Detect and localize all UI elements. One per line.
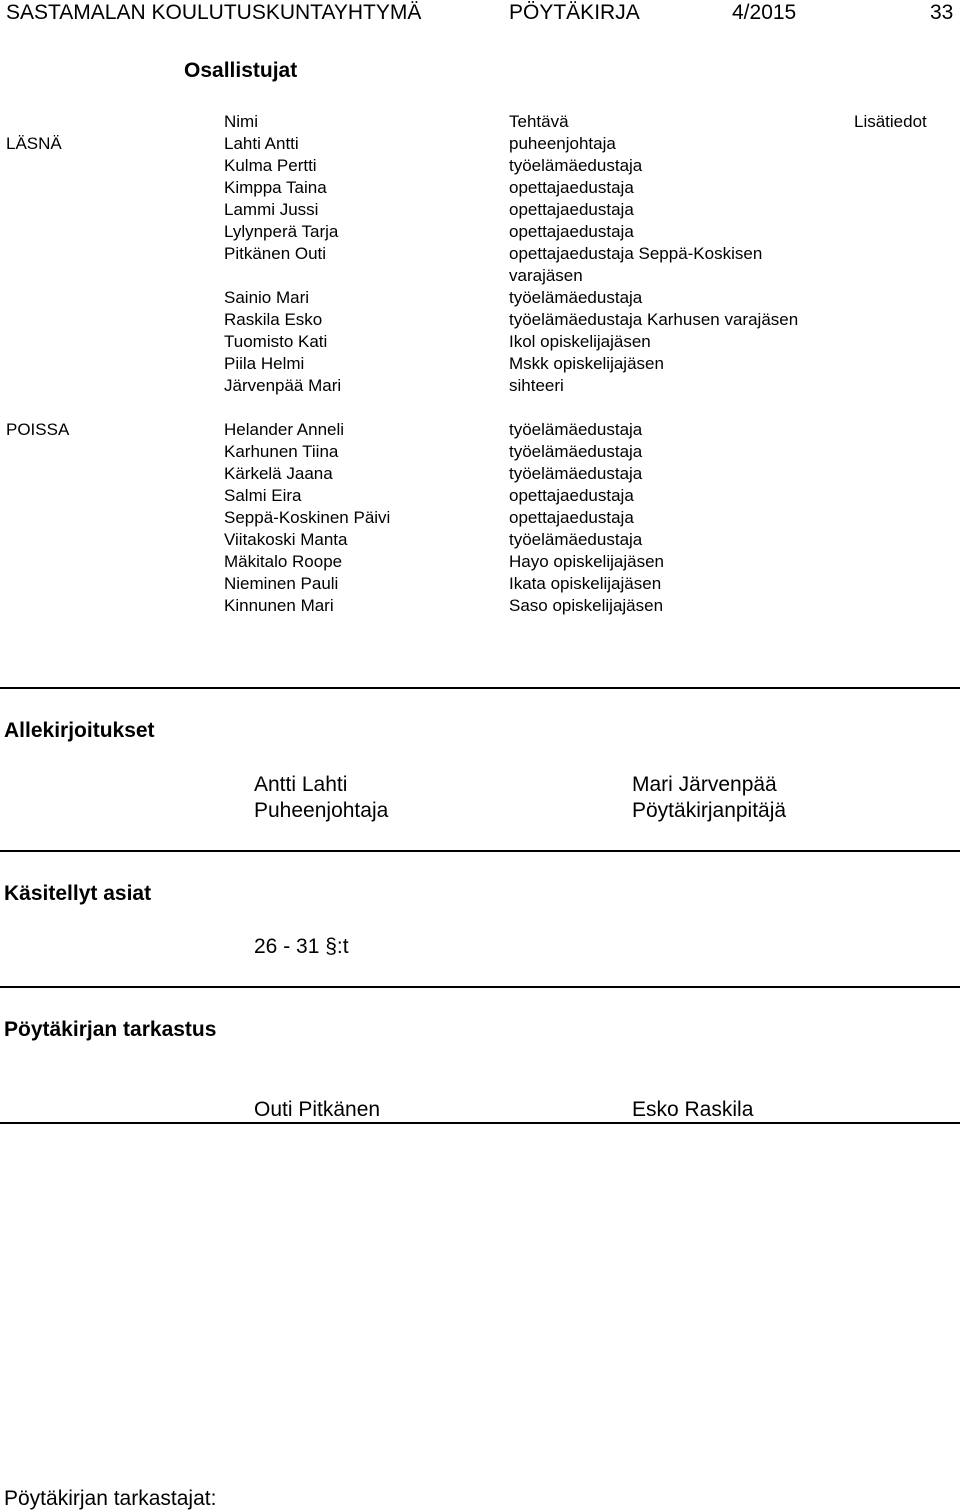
participant-name: Raskila Esko	[224, 310, 323, 329]
participant-row	[0, 463, 960, 485]
participant-row	[0, 133, 960, 155]
participant-row-continuation	[0, 265, 960, 287]
participant-role: Mskk opiskelijajäsen	[509, 354, 664, 373]
participant-role: työelämäedustaja	[509, 464, 643, 483]
participant-name: Kinnunen Mari	[224, 596, 334, 615]
participant-name: Salmi Eira	[224, 486, 302, 505]
participant-name: Seppä-Koskinen Päivi	[224, 508, 391, 527]
participant-row	[0, 331, 960, 353]
participants-column-headers	[0, 111, 960, 133]
participant-row	[0, 595, 960, 617]
participant-name: Sainio Mari	[224, 288, 310, 307]
participant-row	[0, 441, 960, 463]
participant-row	[0, 551, 960, 573]
participant-name: Järvenpää Mari	[224, 376, 342, 395]
section-divider	[0, 850, 960, 852]
participant-row	[0, 573, 960, 595]
participant-role: työelämäedustaja	[509, 420, 643, 439]
participant-role: opettajaedustaja	[509, 508, 634, 527]
participant-role: työelämäedustaja	[509, 156, 643, 175]
handled-value: 26 - 31 §:t	[254, 935, 349, 958]
document-type: PÖYTÄKIRJA	[509, 1, 640, 24]
document-number: 4/2015	[732, 1, 797, 24]
participant-role: sihteeri	[509, 376, 564, 395]
participant-role: Hayo opiskelijajäsen	[509, 552, 664, 571]
participant-row	[0, 199, 960, 221]
participant-name: Tuomisto Kati	[224, 332, 328, 351]
participant-name: Lahti Antti	[224, 134, 299, 153]
participant-role: opettajaedustaja	[509, 222, 634, 241]
signatures-title: Allekirjoitukset	[4, 719, 155, 742]
participant-role: opettajaedustaja	[509, 200, 634, 219]
participant-name: Karhunen Tiina	[224, 442, 339, 461]
participant-role: opettajaedustaja Seppä-Koskisen	[509, 244, 763, 263]
participant-role: puheenjohtaja	[509, 134, 616, 153]
participant-role: opettajaedustaja	[509, 178, 634, 197]
section-divider	[0, 986, 960, 988]
participant-role: työelämäedustaja Karhusen varajäsen	[509, 310, 799, 329]
participant-name: Viitakoski Manta	[224, 530, 348, 549]
participant-role: Saso opiskelijajäsen	[509, 596, 664, 615]
participant-name: Lylynperä Tarja	[224, 222, 339, 241]
section-divider	[0, 687, 960, 689]
page-number: 33	[930, 1, 954, 24]
participant-role: Ikol opiskelijajäsen	[509, 332, 651, 351]
participant-row	[0, 353, 960, 375]
participant-row	[0, 529, 960, 551]
review-title: Pöytäkirjan tarkastus	[4, 1018, 217, 1041]
participant-name: Nieminen Pauli	[224, 574, 339, 593]
absent-label: POISSA	[6, 420, 70, 439]
participant-role-continuation: varajäsen	[509, 266, 583, 285]
participant-row	[0, 243, 960, 265]
participant-name: Kärkelä Jaana	[224, 464, 333, 483]
reviewer-left-name: Outi Pitkänen	[254, 1098, 381, 1121]
participant-row	[0, 177, 960, 199]
participant-row	[0, 287, 960, 309]
section-divider	[0, 1122, 960, 1124]
participant-name: Lammi Jussi	[224, 200, 319, 219]
participant-name: Kimppa Taina	[224, 178, 327, 197]
participant-role: työelämäedustaja	[509, 442, 643, 461]
participant-row	[0, 507, 960, 529]
present-label: LÄSNÄ	[6, 134, 62, 153]
signature-left-name: Antti Lahti	[254, 773, 348, 796]
participant-name: Helander Anneli	[224, 420, 345, 439]
column-header-name: Nimi	[224, 112, 258, 131]
signature-right-role: Pöytäkirjanpitäjä	[632, 799, 787, 822]
participant-row	[0, 221, 960, 243]
reviewer-right-name: Esko Raskila	[632, 1098, 754, 1121]
signature-left-role: Puheenjohtaja	[254, 799, 389, 822]
participant-row	[0, 419, 960, 441]
participants-title: Osallistujat	[184, 59, 298, 82]
participant-role: Ikata opiskelijajäsen	[509, 574, 662, 593]
reviewers-label: Pöytäkirjan tarkastajat:	[4, 1487, 217, 1510]
participant-role: työelämäedustaja	[509, 530, 643, 549]
participant-name: Mäkitalo Roope	[224, 552, 343, 571]
column-header-role: Tehtävä	[509, 112, 569, 131]
participant-row	[0, 309, 960, 331]
column-header-info: Lisätiedot	[854, 112, 927, 131]
participant-row	[0, 375, 960, 397]
participant-row	[0, 485, 960, 507]
participant-role: työelämäedustaja	[509, 288, 643, 307]
participant-name: Piila Helmi	[224, 354, 305, 373]
participant-name: Pitkänen Outi	[224, 244, 327, 263]
participant-row	[0, 155, 960, 177]
handled-title: Käsitellyt asiat	[4, 882, 152, 905]
organization-name: SASTAMALAN KOULUTUSKUNTAYHTYMÄ	[6, 1, 422, 24]
participant-name: Kulma Pertti	[224, 156, 317, 175]
participant-role: opettajaedustaja	[509, 486, 634, 505]
signature-right-name: Mari Järvenpää	[632, 773, 777, 796]
